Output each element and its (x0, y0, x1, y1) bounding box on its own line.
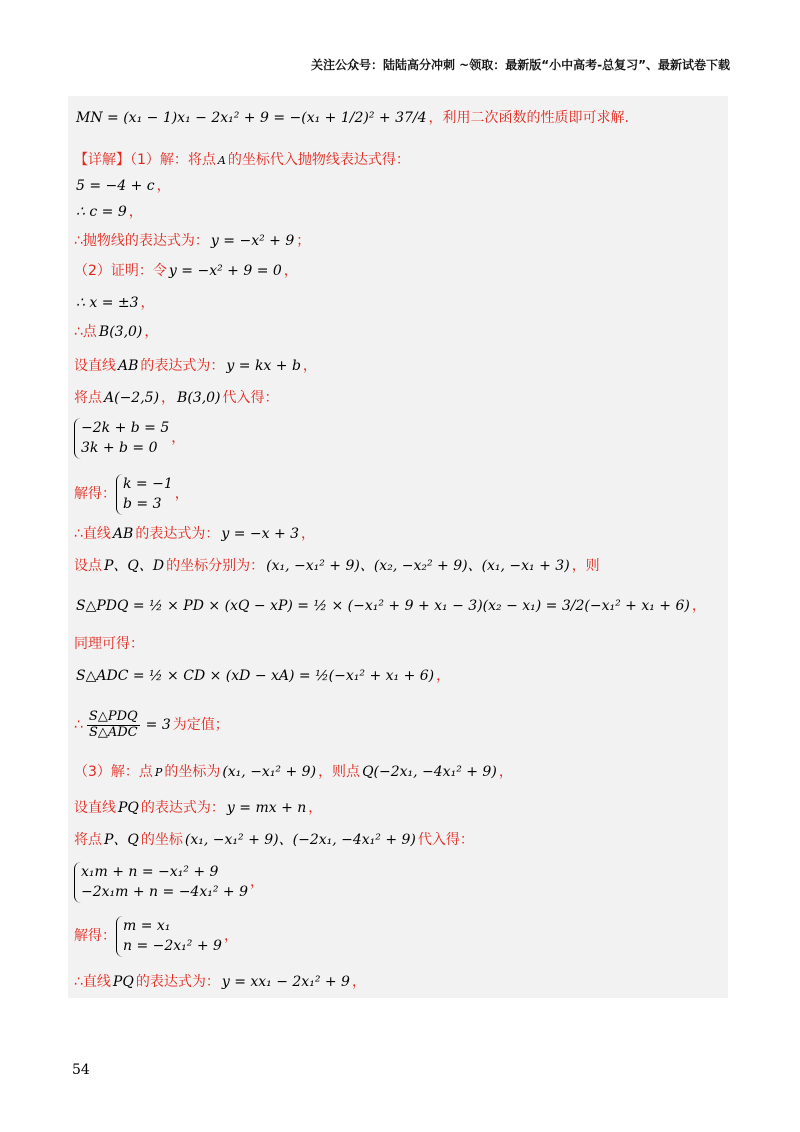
point-a-label: A (217, 153, 226, 167)
therefore-symbol: ∴ (74, 717, 83, 734)
line-8-text: ∴点 (74, 324, 97, 340)
system-ab (74, 418, 169, 459)
line-17: S△ADC = ½ × CD × (xD − xA) = ½(−x₁² + x₁ + 6) ， (76, 668, 451, 684)
line-4: ∴ c = 9 ， (76, 204, 143, 220)
line-ab-name-2: AB (112, 526, 134, 542)
detail-label: 【详解】（1）解：将点 (74, 152, 216, 168)
line-pq-name-2: PQ (112, 974, 134, 990)
system-ab-eq2: 3k + b = 0 (81, 440, 158, 457)
line-19-text3: ，则点 (318, 764, 361, 780)
point-b: B(3,0) (98, 324, 143, 340)
line-18-text2: 为定值； (172, 717, 229, 734)
line-24: ∴直线 PQ 的表达式为： y = xx₁ − 2x₁² + 9 ， (74, 974, 366, 990)
points-pq: P、Q (104, 832, 139, 848)
line-15: S△PDQ = ½ × PD × (xQ − xP) = ½ × (−x₁² + 9 + x₁ − 3)(x₂ − x₁) = 3/2(−x₁² + x₁ + 6) ， (76, 598, 706, 614)
line-pq-name: PQ (118, 800, 139, 816)
line-ab-general: y = kx + b (226, 358, 301, 374)
k-solution: k = −1 (123, 476, 173, 492)
page-number: 54 (72, 1062, 90, 1078)
line-9-text: 设直线 (74, 358, 116, 374)
line-20-text2: 的表达式为： (140, 800, 225, 816)
parabola-expression: y = −x² + 9 (210, 233, 295, 249)
line-23: 解得： m = x₁ n = −2x₁² + 9 ， (74, 916, 238, 957)
line-6: （2）证明：令 y = −x² + 9 = 0 ， (74, 263, 298, 279)
line-20-text: 设直线 (74, 800, 116, 816)
page-header: 关注公众号：陆陆高分冲刺 ~领取：最新版“小中高考-总复习”、最新试卷下载 (311, 58, 730, 72)
line-2 (74, 152, 410, 169)
line-6-text: （2）证明：令 (74, 263, 167, 279)
line-10: 将点 A(−2,5) ， B(3,0) 代入得： (74, 390, 279, 406)
ratio-denominator: S△ADC (88, 724, 138, 740)
line-20: 设直线 PQ 的表达式为： y = mx + n ， (74, 800, 323, 816)
c-value: ∴ c = 9 (76, 204, 127, 220)
area-pdq-formula: S△PDQ = ½ × PD × (xQ − xP) = ½ × (−x₁² + 9 + x₁ − 3)(x₂ − x₁) = 3/2(−x₁² + x₁ + 6) (76, 598, 690, 614)
line-1-text: ，利用二次函数的性质即可求解. (428, 110, 629, 126)
x-roots: ∴ x = ±3 (76, 295, 139, 311)
line-9-text2: 的表达式为： (140, 358, 225, 374)
pqd-coords: (x₁, −x₁² + 9)、(x₂, −x₂² + 9)、(x₁, −x₁ + 3) (266, 558, 570, 574)
point-b-coords: B(3,0) (177, 390, 221, 406)
system-pq-eq1: x₁m + n = −x₁² + 9 (81, 864, 219, 880)
line-19-text: （3）解：点 (74, 764, 153, 780)
line-21-text: 将点 (74, 832, 102, 848)
line-16 (74, 636, 144, 653)
point-p-label: P (154, 765, 163, 779)
line-16-text: 同理可得： (74, 636, 144, 652)
system-pq (74, 862, 248, 903)
n-solution: n = −2x₁² + 9 (123, 938, 222, 955)
line-13-text: ∴直线 (74, 526, 111, 542)
line-5: ∴抛物线的表达式为： y = −x² + 9 ； (74, 233, 311, 249)
area-adc-formula: S△ADC = ½ × CD × (xD − xA) = ½(−x₁² + x₁ + 6) (76, 668, 435, 684)
line-ab-expression: y = −x + 3 (221, 526, 300, 542)
line-ab-name: AB (118, 358, 139, 374)
line-12-text: 解得： (74, 485, 116, 502)
line-24-text: ∴直线 (74, 974, 111, 990)
points-pqd: P、Q、D (104, 558, 165, 574)
point-p-coords: (x₁, −x₁² + 9) (222, 764, 317, 780)
ratio-value: = 3 (145, 717, 171, 734)
line-23-text: 解得： (74, 927, 116, 944)
line-11: −2k + b = 5 3k + b = 0 ， (74, 418, 185, 459)
line-14-text: 设点 (74, 558, 102, 574)
line-7: ∴ x = ±3 ， (76, 295, 155, 311)
line-pq-general: y = mx + n (226, 800, 307, 816)
line-13-text2: 的表达式为： (135, 526, 220, 542)
line-10-text2: 代入得： (222, 390, 279, 406)
system-pq-eq2: −2x₁m + n = −4x₁² + 9 (81, 884, 248, 901)
b-solution: b = 3 (123, 496, 162, 513)
line-12: 解得： k = −1 b = 3 ， (74, 474, 189, 515)
line-10-text: 将点 (74, 390, 102, 406)
system-kb-solution (116, 474, 173, 515)
equation-c: 5 = −4 + c (76, 178, 155, 194)
m-solution: m = x₁ (123, 918, 171, 934)
line-21-text2: 的坐标 (140, 832, 183, 848)
line-8: ∴点 B(3,0) ， (74, 324, 159, 340)
line-21 (74, 832, 474, 849)
line-19: （3）解：点 P 的坐标为 (x₁, −x₁² + 9) ，则点 Q(−2x₁, −4x₁² + 9) ， (74, 764, 513, 780)
line-18 (74, 710, 229, 741)
line-14-text2: 的坐标分别为： (166, 558, 265, 574)
line-13: ∴直线 AB 的表达式为： y = −x + 3 ， (74, 526, 316, 542)
line-14 (74, 558, 600, 575)
point-a-coords: A(−2,5) (104, 390, 160, 406)
point-q-coords: Q(−2x₁, −4x₁² + 9) (362, 764, 497, 780)
line-5-text: ∴抛物线的表达式为： (74, 233, 209, 249)
line-9: 设直线 AB 的表达式为： y = kx + b ， (74, 358, 317, 374)
solution-panel (68, 96, 728, 998)
line-14-text3: ，则 (571, 558, 600, 574)
system-ab-eq1: −2k + b = 5 (81, 420, 170, 436)
line-21-text3: 代入得： (417, 832, 474, 848)
y-zero-equation: y = −x² + 9 = 0 (168, 263, 282, 279)
line-pq-expression: y = xx₁ − 2x₁² + 9 (221, 974, 350, 990)
line-24-text2: 的表达式为： (135, 974, 220, 990)
line-19-text2: 的坐标为 (164, 764, 221, 780)
line-2-text: 的坐标代入抛物线表达式得： (227, 152, 410, 168)
area-ratio-fraction (85, 710, 142, 741)
line-22: x₁m + n = −x₁² + 9 −2x₁m + n = −4x₁² + 9 ， (74, 862, 264, 903)
formula-mn: MN = (x₁ − 1)x₁ − 2x₁² + 9 = −(x₁ + 1/2)² + 37/4 (76, 110, 427, 126)
line-3: 5 = −4 + c ， (76, 178, 171, 194)
system-mn-solution (116, 916, 222, 957)
line-1 (74, 110, 629, 127)
ratio-numerator: S△PDQ (88, 709, 138, 724)
pq-coords: (x₁, −x₁² + 9)、(−2x₁, −4x₁² + 9) (184, 832, 416, 848)
